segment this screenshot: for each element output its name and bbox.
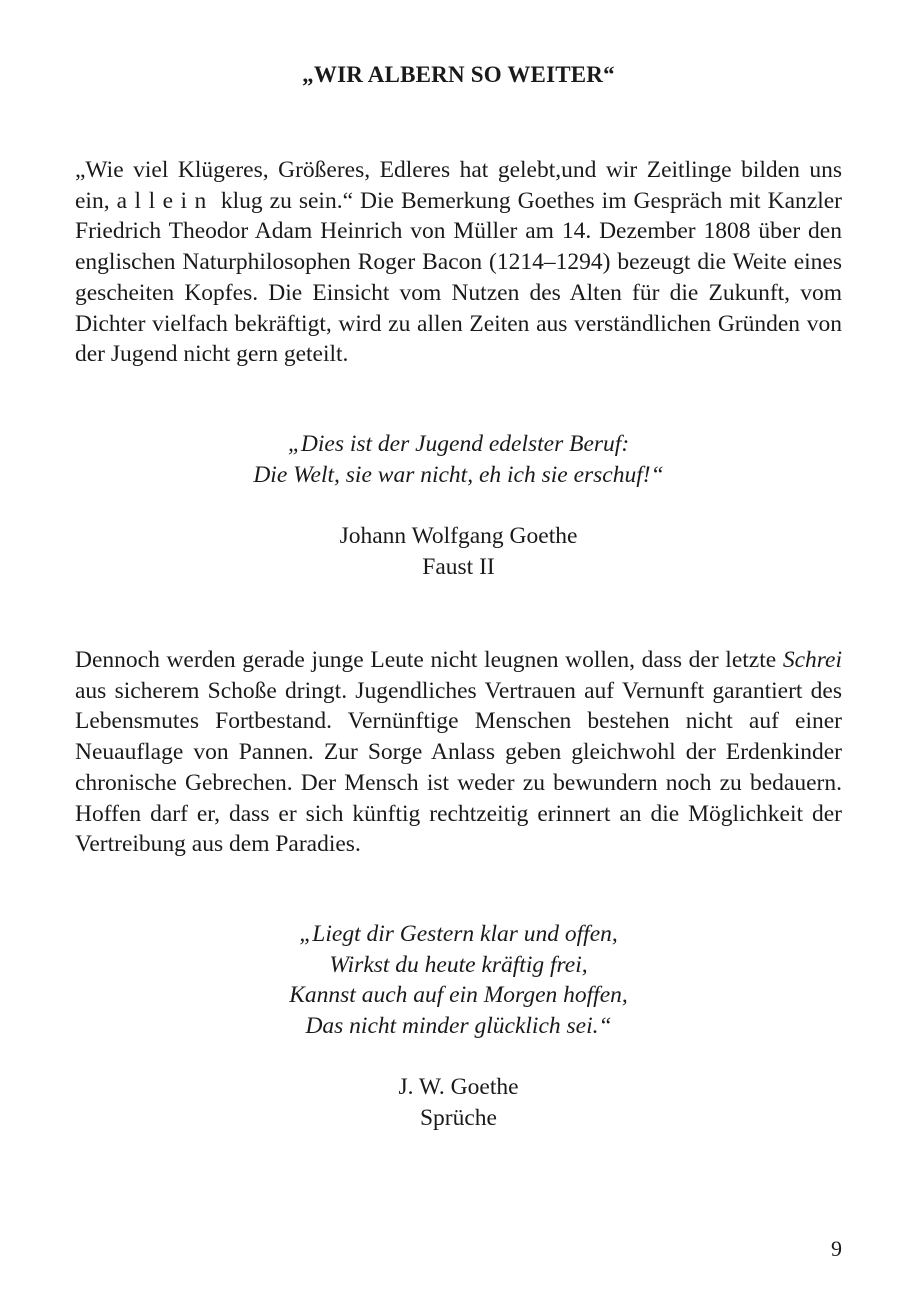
quote-1-source: Faust II (422, 553, 495, 580)
page-number: 9 (831, 1236, 842, 1261)
verse-2-line-4: Das nicht minder glücklich sei.“ (305, 1013, 612, 1040)
verse-quote-2 (75, 919, 842, 1042)
paragraph-2-text-a: Dennoch werden gerade junge Leute nicht leugnen wollen, dass der letzte (75, 647, 783, 673)
paragraph-1-spaced-word: allein (116, 187, 214, 214)
quote-2-source: Sprüche (419, 1104, 497, 1131)
quote-1-attribution (75, 521, 842, 582)
verse-1-line-2: Die Welt, sie war nicht, eh ich sie erschuf!“ (253, 461, 664, 488)
paragraph-1-text-a: „Wie viel Klügeres, Größeres, Edleres hat gelebt,und wir Zeitlinge bilden uns ein, (75, 157, 842, 214)
verse-quote-1 (75, 429, 842, 490)
verse-2-line-1: „Liegt dir Gestern klar und offen, (299, 921, 618, 947)
quote-2-author: J. W. Goethe (398, 1074, 519, 1100)
book-page (75, 0, 842, 1306)
paragraph-2-text-b: aus sicherem Schoße dringt. Jugendliches Vertrauen auf Vernunft garantiert des Lebensmutes Fortbestand. Vernünftige Menschen bestehen nicht auf einer Neuauflage von Pannen. Zur Sorge Anlass geben gleichwohl der Erdenkinder chronische Gebrechen. Der Mensch ist weder zu bewundern noch zu bedauern. Hoffen darf er, dass er sich künftig rechtzeitig erinnert an die Möglichkeit der Vertreibung aus dem Paradies. (75, 677, 842, 858)
body-paragraph-2 (75, 645, 842, 860)
paragraph-1-text-b: klug zu sein.“ Die Bemerkung Goethes im Gespräch mit Kanzler Friedrich Theodor Adam Heinrich von Müller am 14. Dezember 1808 über den englischen Naturphilosophen Roger Bacon (1214–1294) bezeugt die Weite eines gescheiten Kopfes. Die Einsicht vom Nutzen des Alten für die Zukunft, vom Dichter vielfach bekräftigt, wird zu allen Zeiten aus verständlichen Gründen von der Jugend nicht gern geteilt. (75, 187, 842, 368)
verse-2-line-3: Kannst auch auf ein Morgen hoffen, (289, 982, 628, 1009)
body-paragraph-1 (75, 155, 842, 370)
quote-2-attribution (75, 1072, 842, 1133)
quote-1-author: Johann Wolfgang Goethe (339, 523, 578, 549)
paragraph-2-italic-word: Schrei (782, 647, 842, 673)
verse-1-line-1: „Dies ist der Jugend edelster Beruf: (287, 431, 630, 457)
chapter-title: „WIR ALBERN SO WEITER“ (302, 62, 615, 87)
verse-2-line-2: Wirkst du heute kräftig frei, (329, 951, 588, 978)
